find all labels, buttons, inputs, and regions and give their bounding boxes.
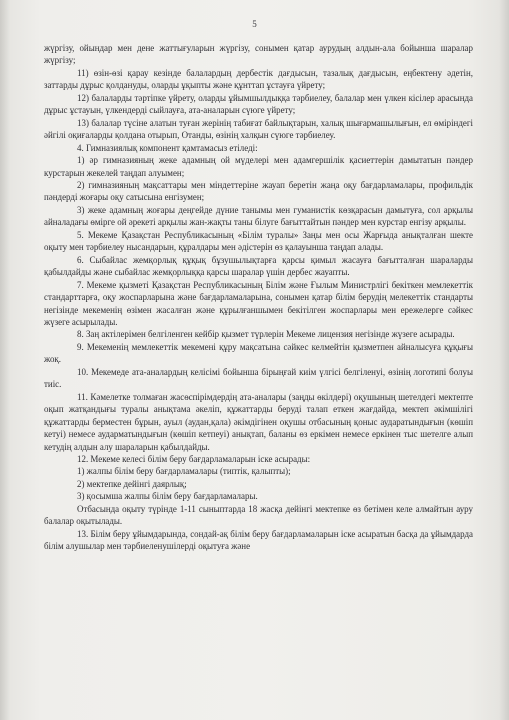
paragraph: 1) әр гимназияның жеке адамның ой мүделері мен адамгершілік қасиеттерін дамытатын пәндер курстарын жекелей таңдап алуымен; — [44, 155, 473, 178]
paragraph: 12) балаларды тәртіпке үйрету, оларды ұйымшылдыққа тәрбиелеу, балалар мен үлкен кісілер арасында дұрыс ұстауын, үлкендерді сыйлауға, ата-аналарын сүюге үйрету; — [44, 92, 473, 116]
paragraph: 5. Мекеме Қазақстан Республикасының «Білім туралы» Заңы мен осы Жарғыда анықталған шекте оқыту мен тәрбиелеу нысандарын, құралдары мен әдістерін өз қалауынша таңдап алады. — [44, 229, 473, 253]
page-number: 5 — [252, 19, 257, 29]
paragraph: 8. Заң актілерімен белгіленген кейбір қызмет түрлерін Мекеме лицензия негізінде жүзеге асырады. — [77, 329, 455, 340]
paragraph: 6. Сыбайлас жемқорлық құқық бұзушылықтарға қарсы қимыл жасауға бағытталған шараларды қабылдайды және сыбайлас жемқорлыққа қарсы шаралар үшін дербес жауапты. — [44, 254, 473, 278]
paragraph: 12. Мекеме келесі білім беру бағдарламаларын іске асырады: — [77, 453, 311, 464]
paragraph: 13. Білім беру ұйымдарында, сондай-ақ білім беру бағдарламаларын іске асыратын басқа да ұйымдарда білім алушылар мен тәрбиеленушілерді оқытуға және — [44, 528, 473, 552]
paragraph: 2) гимназияның мақсаттары мен міндеттеріне жауап беретін жаңа оқу бағдарламалары, профильдік пәндерді жоғары оқу сатысына енгізумен; — [44, 179, 473, 203]
document-body — [44, 42, 473, 553]
scan-edge-shadow-right — [499, 0, 509, 720]
scan-edge-shadow-left — [0, 0, 10, 720]
paragraph: 3) қосымша жалпы білім беру бағдарламалары. — [77, 491, 258, 502]
paragraph: 11) өзін-өзі қарау кезінде балалардың дербестік дағдысын, тазалық дағдысын, еңбектену әдетін, заттарды дұрыс қолдануды, оларды ұқыпты және құнттап ұстауға үйрету; — [44, 67, 473, 91]
paragraph: жүргізу, ойындар мен дене жаттығуларын жүргізу, сонымен қатар аурудың алдын-ала бойынша шаралар жүргізу; — [44, 43, 473, 66]
paragraph: 2) мектепке дейінгі даярлық; — [77, 478, 187, 489]
paragraph: 9. Мекеменің мемлекеттік мекемені құру мақсатына сәйкес келмейтін қызметпен айналысуға құқығы жоқ. — [44, 341, 473, 365]
paragraph: 1) жалпы білім беру бағдарламалары (типтік, қалыпты); — [77, 466, 291, 477]
paragraph: 4. Гимназиялық компонент қамтамасыз етіледі: — [77, 142, 258, 153]
paragraph: 11. Кәмелетке толмаған жасөспірімдердің ата-аналары (заңды өкілдері) оқушының шетелдегі мектепте оқып жатқандығы туралы анықтама әкеліп, құжаттарды беруді талап еткен жағдайда, мектеп әкімшілігі құжаттарды берместен бұрын, ауыл (аудан,қала) әкімдігінен оқушы отбасының қоныс аударатындығын (көшіп кетуі) немесе аударматындығын (көшіп кетпеуі) анықтап, баланы өз еркімен немесе еркінен тыс шетелге алып кетудің алдын алу шараларын қабылдайды. — [44, 391, 473, 452]
paragraph: 13) балалар түсіне алатын туған жерінің табиғат байлықтарын, халық шығармашылығын, ел өміріндегі әйгілі оқиғаларды қолдана отырып, Отанды, өзінің халқын сүюге тәрбиелеу. — [44, 117, 473, 141]
paragraph: 7. Мекеме қызметі Қазақстан Республикасының Білім және Ғылым Министрлігі бекіткен мемлекеттік стандарттарға, оқу жоспарларына және бағдарламаларына, сонымен қатар білім берудің мелекеттік стандарты негізінде мекеменің өзімен жасалған және құрылғаншымен бекітілген жоспарлары мен ережелерге сәйкес жүзеге асырылады. — [44, 279, 473, 327]
paragraph: 10. Мекемеде ата-аналардың келісімі бойынша бірыңғай киім үлгісі белгіленуі, өзінің логотипі болуы тиіс. — [44, 366, 473, 390]
paragraph: Отбасында оқыту түрінде 1-11 сыныптарда 18 жасқа дейінгі мектепке өз бетімен келе алмайтын ауру балалар оқытылады. — [44, 503, 473, 527]
paragraph: 3) жеке адамның жоғары деңгейде дүние танымы мен гуманистік көзқарасын дамытуға, сол арқылы айналадағы өмірге ой әрекеті арқылы жан-жақты таны білуге бағыттайтын пәндер мен курстар енгізу арқылы. — [44, 204, 473, 228]
